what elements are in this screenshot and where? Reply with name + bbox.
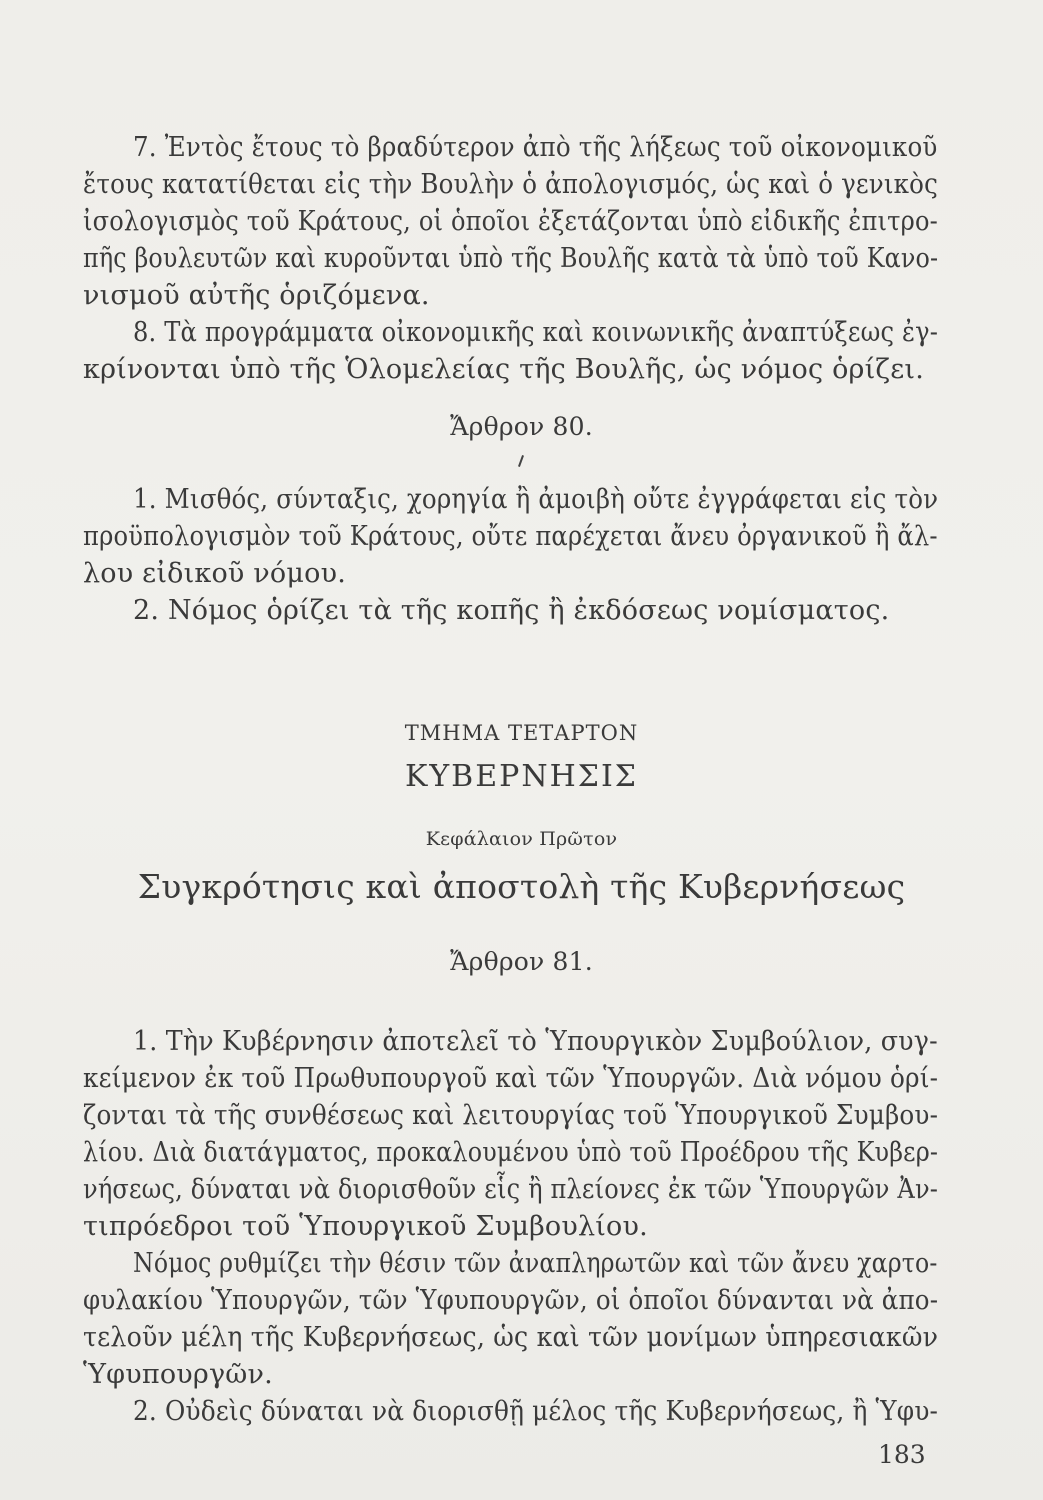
- article-heading: Ἄρθρον 81.: [450, 947, 593, 976]
- text-line: φυλακίου Ὑπουργῶν, τῶν Ὑφυπουργῶν, οἱ ὁποῖοι δύνανται νὰ ἀπο-: [83, 1285, 939, 1316]
- stray-mark: [518, 455, 524, 467]
- section-title: ΚΥΒΕΡΝΗΣΙΣ: [404, 759, 639, 794]
- text-line: ἔτους κατατίθεται εἰς τὴν Βουλὴν ὁ ἀπολογισμός, ὡς καὶ ὁ γενικὸς: [83, 169, 939, 200]
- text-line: Νόμος ρυθμίζει τὴν θέσιν τῶν ἀναπληρωτῶν καὶ τῶν ἄνευ χαρτο-: [133, 1248, 938, 1279]
- page-number: 183: [878, 1440, 926, 1469]
- text-line: λου εἰδικοῦ νόμου.: [83, 558, 346, 589]
- text-line: προϋπολογισμὸν τοῦ Κράτους, οὔτε παρέχεται ἄνευ ὀργανικοῦ ἢ ἄλ-: [83, 521, 938, 552]
- text-line: 8. Τὰ προγράμματα οἰκονομικῆς καὶ κοινωνικῆς ἀναπτύξεως ἐγ-: [133, 317, 939, 348]
- text-line: ζονται τὰ τῆς συνθέσεως καὶ λειτουργίας τοῦ Ὑπουργικοῦ Συμβου-: [83, 1100, 939, 1131]
- text-line: ἰσολογισμὸς τοῦ Κράτους, οἱ ὁποῖοι ἐξετάζονται ὑπὸ εἰδικῆς ἐπιτρο-: [83, 206, 938, 237]
- chapter-title: Συγκρότησις καὶ ἀποστολὴ τῆς Κυβερνήσεως: [137, 867, 906, 906]
- text-line: κείμενον ἐκ τοῦ Πρωθυπουργοῦ καὶ τῶν Ὑπουργῶν. Διὰ νόμου ὁρί-: [83, 1063, 939, 1094]
- text-line: κρίνονται ὑπὸ τῆς Ὁλομελείας τῆς Βουλῆς, ὡς νόμος ὁρίζει.: [83, 354, 925, 385]
- text-line: νισμοῦ αὐτῆς ὁριζόμενα.: [83, 280, 430, 311]
- text-line: πῆς βουλευτῶν καὶ κυροῦνται ὑπὸ τῆς Βουλῆς κατὰ τὰ ὑπὸ τοῦ Κανο-: [83, 243, 939, 274]
- part-heading: ΤΜΗΜΑ ΤΕΤΑΡΤΟΝ: [404, 721, 639, 745]
- text-line: νήσεως, δύναται νὰ διορισθοῦν εἷς ἢ πλείονες ἐκ τῶν Ὑπουργῶν Ἀν-: [83, 1174, 939, 1205]
- text-line: τελοῦν μέλη τῆς Κυβερνήσεως, ὡς καὶ τῶν μονίμων ὑπηρεσιακῶν: [83, 1322, 939, 1353]
- text-line: 1. Μισθός, σύνταξις, χορηγία ἢ ἀμοιβὴ οὔτε ἐγγράφεται εἰς τὸν: [133, 484, 939, 515]
- article-heading: Ἄρθρον 80.: [450, 412, 593, 441]
- chapter-heading: Κεφάλαιον Πρῶτον: [425, 828, 618, 850]
- text-line: 2. Οὐδεὶς δύναται νὰ διορισθῇ μέλος τῆς Κυβερνήσεως, ἢ Ὑφυ-: [133, 1396, 939, 1427]
- text-line: τιπρόεδροι τοῦ Ὑπουργικοῦ Συμβουλίου.: [83, 1211, 648, 1242]
- text-line: λίου. Διὰ διατάγματος, προκαλουμένου ὑπὸ τοῦ Προέδρου τῆς Κυβερ-: [83, 1137, 939, 1168]
- text-line: Ὑφυπουργῶν.: [83, 1359, 273, 1390]
- text-line: 2. Νόμος ὁρίζει τὰ τῆς κοπῆς ἢ ἐκδόσεως νομίσματος.: [133, 595, 890, 626]
- text-line: 7. Ἐντὸς ἔτους τὸ βραδύτερον ἀπὸ τῆς λήξεως τοῦ οἰκονομικοῦ: [133, 132, 938, 163]
- text-line: 1. Τὴν Κυβέρνησιν ἀποτελεῖ τὸ Ὑπουργικὸν Συμβούλιον, συγ-: [133, 1026, 938, 1057]
